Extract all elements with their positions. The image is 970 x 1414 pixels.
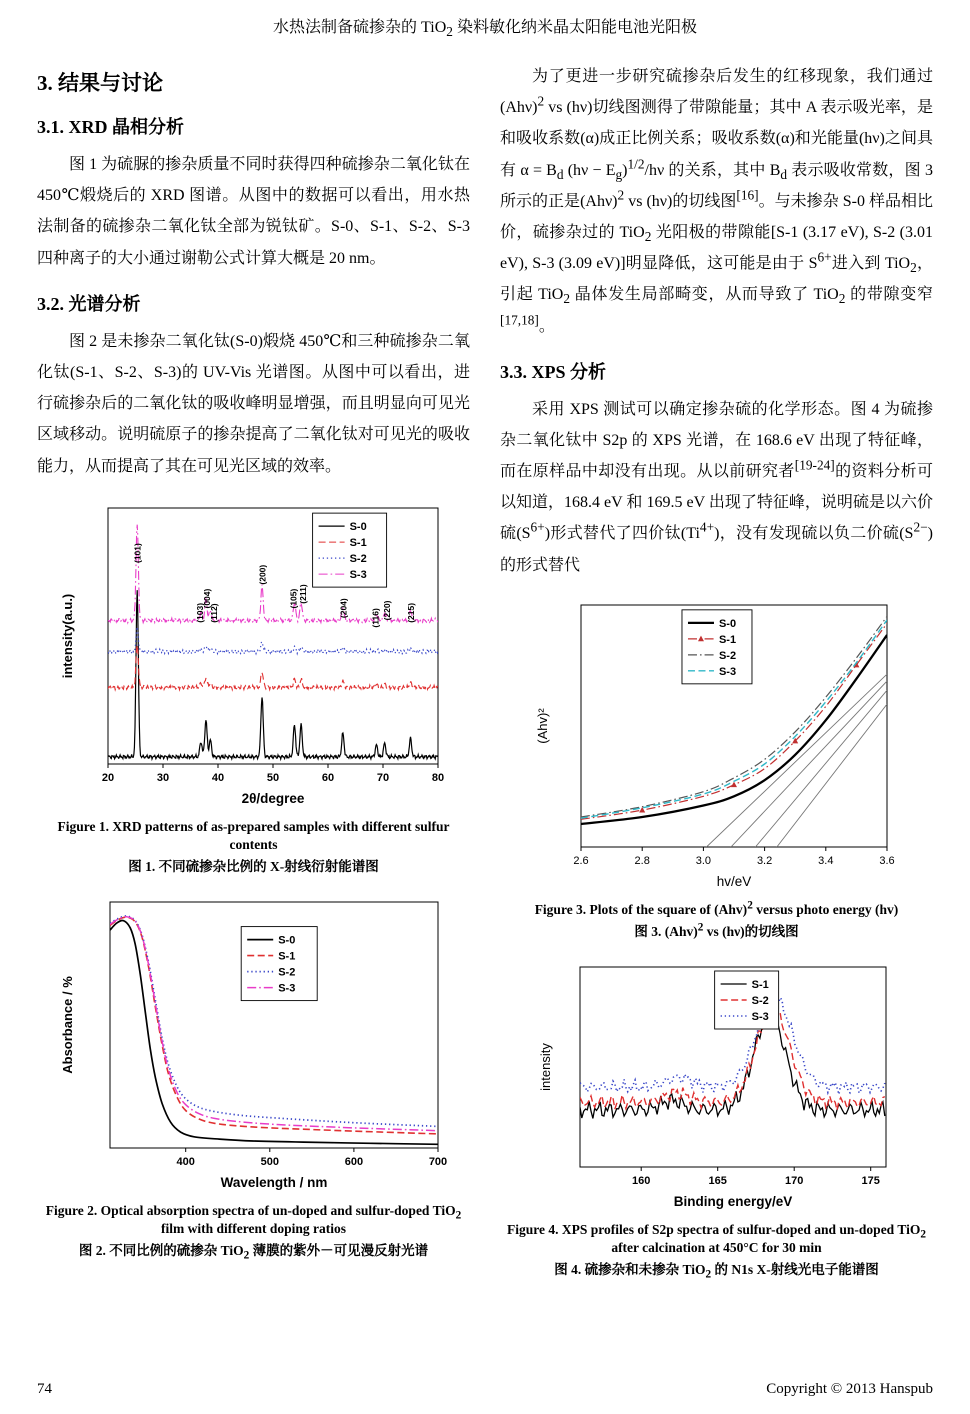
svg-text:70: 70 [376,771,389,784]
figure-1-caption-cn: 图 1. 不同硫掺杂比例的 X-射线衍射能谱图 [128,859,379,875]
section-spectra-heading: 3.2. 光谱分析 [37,293,141,314]
svg-text:175: 175 [861,1174,880,1187]
right-column [500,61,933,1289]
svg-text:intensity: intensity [537,1042,553,1091]
figure-4 [500,959,933,1281]
figure-3 [500,597,933,943]
svg-text:(Ahv)²: (Ahv)² [534,708,550,744]
svg-text:500: 500 [260,1155,279,1168]
figure-2-caption-cn: 图 2. 不同比例的硫掺杂 TiO$_2$ 薄膜的紫外－可见漫反射光谱 [78,1243,429,1262]
svg-text:2θ/degree: 2θ/degree [241,790,304,806]
svg-text:(200): (200) [257,564,267,585]
section-xps-heading: 3.3. XPS 分析 [500,361,607,382]
figure-4-caption-cn: 图 4. 硫掺杂和未掺杂 TiO$_2$ 的 N1s X-射线光电子能谱图 [554,1262,879,1281]
figure-3-caption-en: Figure 3. Plots of the square of (Ahv)$^2$ versus photo energy (hv) [534,899,899,917]
section-results-heading: 3. 结果与讨论 [37,71,163,95]
figure-2-uvvis-chart [58,894,450,1194]
svg-text:S-1: S-1 [718,633,736,646]
svg-text:3.2: 3.2 [756,854,772,867]
svg-text:(220): (220) [381,600,392,621]
svg-text:S-2: S-2 [751,994,769,1007]
svg-text:(103): (103) [194,602,205,623]
svg-text:165: 165 [708,1174,727,1187]
svg-text:(215): (215) [405,602,416,623]
svg-text:(112): (112) [208,603,219,623]
svg-text:50: 50 [266,771,279,784]
svg-text:600: 600 [344,1155,363,1168]
svg-text:160: 160 [631,1174,650,1187]
svg-text:(004): (004) [201,588,212,609]
svg-text:30: 30 [156,771,169,784]
svg-text:S-3: S-3 [751,1010,769,1023]
page-footer [37,1381,933,1398]
figure-3-caption-cn: 图 3. (Ahv)$^2$ vs (hν)的切线图 [634,921,799,940]
svg-text:700: 700 [428,1155,447,1168]
figure-2-caption-en: Figure 2. Optical absorption spectra of un-doped and sulfur-doped TiO$_2$ film with different doping ratios [45,1202,462,1236]
svg-text:Absorbance / %: Absorbance / % [59,975,75,1074]
svg-text:intensity(a.u.): intensity(a.u.) [59,593,75,678]
svg-text:S-2: S-2 [718,649,736,662]
two-column-layout [37,61,933,1289]
svg-text:20: 20 [101,771,114,784]
svg-text:400: 400 [176,1155,195,1168]
svg-text:(105): (105) [287,588,298,609]
figure-1 [37,498,470,878]
running-title: 水热法制备硫掺杂的 TiO$_2$ 染料敏化纳米晶太阳能电池光阳极 [273,19,697,40]
figure-2 [37,894,470,1262]
figure-3-tauc-chart [533,597,901,893]
figure-4-xps-chart [536,959,898,1213]
svg-text:Binding energy/eV: Binding energy/eV [673,1193,792,1209]
svg-text:S-1: S-1 [349,536,367,549]
svg-text:S-0: S-0 [349,520,367,533]
svg-text:60: 60 [321,771,334,784]
svg-text:S-3: S-3 [349,568,367,581]
svg-text:3.6: 3.6 [878,854,895,867]
redshift-paragraph: 为了更进一步研究硫掺杂后发生的红移现象，我们通过$(Ah\nu)^2$ vs (hν)切线图测得了带隙能量；其中 A 表示吸光率，是和吸收系数(α)成正比例关系；吸收系数(α)和光能量(hν)之间具有 $\alpha = B_d$ $(h\nu - E_g)^{1/2}/h\nu$ 的关系，其中 $B_d$ 表示吸收常数，图 3 所示的正是$(Ah\nu)^2$ vs (hν)的切线图[16]。与未掺杂 S-0 样品相比价，硫掺杂过的 TiO$_2$ 光阳极的带隙能[S-1 (3.17 eV), S-2 (3.01 eV), S-3 (3.09 eV)]明显降低，这可能是由于 $S^{6+}$进入到 TiO$_2$，引起 TiO$_2$ 晶体发生局部畸变，从而导致了 TiO$_2$ 的带隙变窄[17,18]。 [500,68,933,335]
svg-text:(204): (204) [337,597,348,618]
svg-text:40: 40 [211,771,224,784]
left-column [37,61,470,1289]
page-number: 74 [37,1381,52,1397]
svg-text:3.0: 3.0 [695,854,711,867]
xrd-paragraph: 图 1 为硫脲的掺杂质量不同时获得四种硫掺杂二氧化钛在 450℃煅烧后的 XRD 图谱。从图中的数据可以看出，用水热法制备的硫掺杂二氧化钛全部为锐钛矿。S-0、S-1、S-2、S-3 四种离子的大小通过谢勒公式计算大概是 20 nm。 [37,156,470,267]
svg-text:S-3: S-3 [718,665,736,678]
svg-text:S-2: S-2 [349,552,367,565]
svg-text:80: 80 [431,771,444,784]
svg-text:S-1: S-1 [751,978,769,991]
figure-1-xrd-chart [58,498,450,810]
svg-text:S-0: S-0 [277,934,295,947]
svg-text:(101): (101) [132,542,143,563]
svg-text:Wavelength / nm: Wavelength / nm [220,1174,327,1190]
svg-text:2.6: 2.6 [572,854,589,867]
copyright: Copyright © 2013 Hanspub [766,1381,933,1397]
figure-1-caption-en: Figure 1. XRD patterns of as-prepared samples with different sulfur contents [57,818,450,852]
spectra-paragraph: 图 2 是未掺杂二氧化钛(S-0)煅烧 450℃和三种硫掺杂二氧化钛(S-1、S-2、S-3)的 UV-Vis 光谱图。从图中可以看出，进行硫掺杂后的二氧化钛的吸收峰明显增强，而且明显向可见光区域移动。说明硫原子的掺杂提高了二氧化钛对可见光的吸收能力，从而提高了其在可见光区域的效率。 [37,332,470,475]
svg-text:2.8: 2.8 [634,854,650,867]
svg-text:3.4: 3.4 [817,854,833,867]
section-xrd-heading: 3.1. XRD 晶相分析 [37,117,184,137]
figure-4-caption-en: Figure 4. XPS profiles of S2p spectra of sulfur-doped and un-doped TiO$_2$ after calcination at 450°C for 30 min [507,1221,926,1255]
xps-paragraph: 采用 XPS 测试可以确定掺杂硫的化学形态。图 4 为硫掺杂二氧化钛中 S2p 的 XPS 光谱，在 168.6 eV 出现了特征峰，而在原样品中却没有出现。从以前研究者[19-24]的资料分析可以知道，168.4 eV 和 169.5 eV 出现了特征峰，说明硫是以六价硫$(S^{6+})$形式替代了四价钛$(Ti^{4+})$，没有发现硫以负二价硫$(S^{2-})$的形式替代 [500,400,933,574]
svg-text:170: 170 [784,1174,803,1187]
svg-text:hv/eV: hv/eV [716,873,751,889]
svg-text:(211): (211) [297,584,308,604]
svg-text:S-1: S-1 [277,950,295,963]
svg-text:S-2: S-2 [277,966,295,979]
svg-text:S-0: S-0 [718,617,736,630]
svg-text:S-3: S-3 [277,982,295,995]
svg-text:(116): (116) [369,607,380,628]
